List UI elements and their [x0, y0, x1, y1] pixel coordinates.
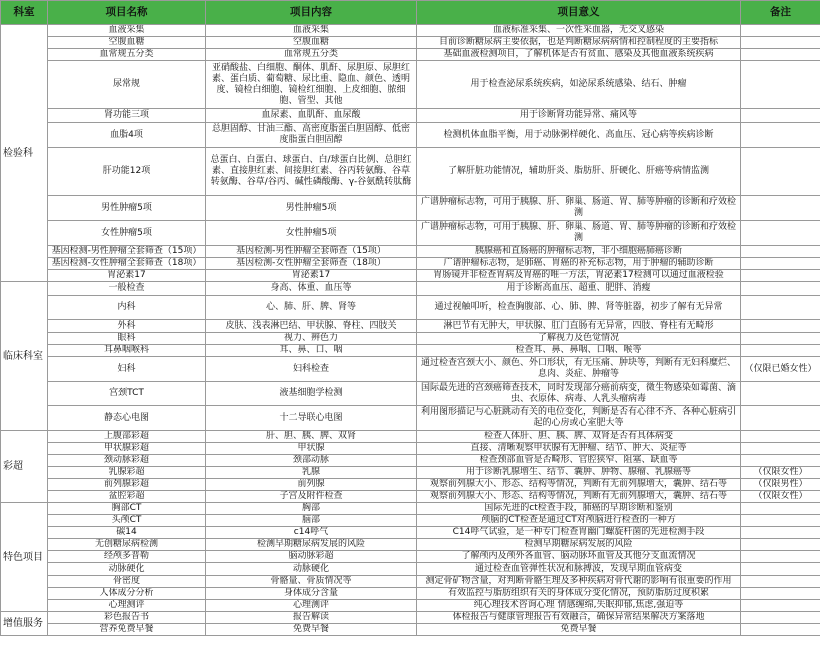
- name-cell: 人体成分分析: [48, 588, 206, 600]
- meaning-cell: 通过检查血管弹性状况和脉搏波，发现早期血管病变: [417, 563, 741, 576]
- meaning-cell: 有效监控与脂肪组织有关的身体成分变化情况，预防脂肪过度积累: [417, 588, 741, 600]
- table-row: [1, 37, 820, 49]
- note-cell: [741, 563, 820, 576]
- meaning-cell: 用于诊断高血压、超重、肥胖、消瘦: [417, 282, 741, 296]
- note-cell: [741, 123, 820, 148]
- table-row: [1, 612, 820, 624]
- meaning-cell: 胰腺癌和直肠癌的肿瘤标志物，非小细胞癌肺癌诊断: [417, 246, 741, 258]
- name-cell: 碳14: [48, 527, 206, 539]
- name-cell: 甲状腺彩超: [48, 443, 206, 455]
- table-row: [1, 196, 820, 221]
- note-cell: [741, 527, 820, 539]
- name-cell: 肝功能12项: [48, 148, 206, 196]
- content-cell: 免费早餐: [206, 624, 417, 636]
- name-cell: 骨密度: [48, 576, 206, 588]
- content-cell: 妇科检查: [206, 357, 417, 382]
- meaning-cell: 检测机体血脂平衡，用于动脉粥样硬化、高血压、冠心病等疾病诊断: [417, 123, 741, 148]
- note-cell: （仅限男性）: [741, 479, 820, 491]
- name-cell: 彩色报告书: [48, 612, 206, 624]
- meaning-cell: 基础血液检测项目，了解机体是否有贫血、感染及其他血液系统疾病: [417, 49, 741, 61]
- meaning-cell: 免费早餐: [417, 624, 741, 636]
- dept-cell: 检验科: [1, 25, 48, 282]
- name-cell: 心理测评: [48, 600, 206, 612]
- content-cell: 身高、体重、血压等: [206, 282, 417, 296]
- table-row: [1, 431, 820, 443]
- content-cell: 皮肤、浅表淋巴结、甲状腺、脊柱、四肢关: [206, 320, 417, 333]
- table-row: [1, 527, 820, 539]
- content-cell: 血液采集: [206, 25, 417, 37]
- note-cell: [741, 588, 820, 600]
- content-cell: 血常规五分类: [206, 49, 417, 61]
- note-cell: [741, 37, 820, 49]
- meaning-cell: 用于诊断肾功能异常、痛风等: [417, 109, 741, 123]
- table-row: [1, 551, 820, 563]
- table-row: [1, 61, 820, 109]
- name-cell: 宫颈TCT: [48, 382, 206, 406]
- note-cell: [741, 539, 820, 551]
- meaning-cell: 检查颈部血管是否畸形、官腔狭窄、阻塞、缺血等: [417, 455, 741, 467]
- table-row: [1, 270, 820, 282]
- name-cell: 耳鼻咽喉科: [48, 345, 206, 357]
- note-cell: [741, 551, 820, 563]
- meaning-cell: 直接、清晰观察甲状腺有无肿瘤、结节、肿大、炎症等: [417, 443, 741, 455]
- note-cell: [741, 221, 820, 246]
- name-cell: 血液采集: [48, 25, 206, 37]
- content-cell: 心、肺、肝、脾、肾等: [206, 296, 417, 320]
- table-row: [1, 479, 820, 491]
- name-cell: 男性肿瘤5项: [48, 196, 206, 221]
- content-cell: 血尿素、血肌酐、血尿酸: [206, 109, 417, 123]
- dept-cell: 彩超: [1, 431, 48, 503]
- name-cell: 胃泌素17: [48, 270, 206, 282]
- meaning-cell: 了解视力及色觉情况: [417, 333, 741, 345]
- name-cell: 前列腺彩超: [48, 479, 206, 491]
- header-content: 项目内容: [206, 1, 417, 25]
- meaning-cell: 用于诊断乳腺增生、结节、囊肿、肿物、腺瘤、乳腺癌等: [417, 467, 741, 479]
- name-cell: 无创糖尿病检测: [48, 539, 206, 551]
- content-cell: 报告解读: [206, 612, 417, 624]
- name-cell: 女性肿瘤5项: [48, 221, 206, 246]
- meaning-cell: 了解颅内及颅外各血管、脑动脉环血管及其他分支血流情况: [417, 551, 741, 563]
- content-cell: 颈部动脉: [206, 455, 417, 467]
- note-cell: [741, 148, 820, 196]
- table-row: [1, 467, 820, 479]
- note-cell: [741, 345, 820, 357]
- content-cell: 脑动脉彩超: [206, 551, 417, 563]
- meaning-cell: 国际先进的ct检查手段，肺癌的早期诊断和鉴别: [417, 503, 741, 515]
- note-cell: [741, 600, 820, 612]
- name-cell: 血脂4项: [48, 123, 206, 148]
- table-row: [1, 296, 820, 320]
- note-cell: [741, 49, 820, 61]
- meaning-cell: 观察前列腺大小、形态、结构等情况，判断有无前列腺增大，囊肿、结石等: [417, 491, 741, 503]
- meaning-cell: 纯心理技术咨询心理 情感缠绵,失眠抑郁,焦虑,强迫等: [417, 600, 741, 612]
- content-cell: 前列腺: [206, 479, 417, 491]
- table-row: [1, 515, 820, 527]
- table-row: [1, 221, 820, 246]
- name-cell: 营养免费早餐: [48, 624, 206, 636]
- meaning-cell: 通过视触叩听，检查胸腹部、心、肺、脾、肾等脏器，初步了解有无异常: [417, 296, 741, 320]
- name-cell: 外科: [48, 320, 206, 333]
- note-cell: [741, 109, 820, 123]
- note-cell: [741, 503, 820, 515]
- name-cell: 空腹血糖: [48, 37, 206, 49]
- header-dept: 科室: [1, 1, 48, 25]
- name-cell: 基因检测-女性肿瘤全套筛查（18项）: [48, 258, 206, 270]
- table-row: [1, 320, 820, 333]
- note-cell: [741, 196, 820, 221]
- note-cell: [741, 576, 820, 588]
- name-cell: 乳腺彩超: [48, 467, 206, 479]
- meaning-cell: 广谱肿瘤标志物，可用于胰腺、肝、卵巢、肠道、胃、肺等肿瘤的诊断和疗效检测: [417, 221, 741, 246]
- note-cell: [741, 382, 820, 406]
- content-cell: 视力、辨色力: [206, 333, 417, 345]
- table-row: [1, 148, 820, 196]
- meaning-cell: 胃肠镜并非检查胃病及胃癌的唯一方法，胃泌素17检测可以通过血液检验: [417, 270, 741, 282]
- table-row: [1, 246, 820, 258]
- note-cell: [741, 431, 820, 443]
- meaning-cell: 检查人体肝、胆、胰、脾、双肾是否有具体病变: [417, 431, 741, 443]
- name-cell: 肾功能三项: [48, 109, 206, 123]
- meaning-cell: 广谱肿瘤标志物，可用于胰腺、肝、卵巢、肠道、胃、肺等肿瘤的诊断和疗效检测: [417, 196, 741, 221]
- content-cell: 肝、胆、胰、脾、双肾: [206, 431, 417, 443]
- table-row: [1, 443, 820, 455]
- meaning-cell: 了解肝脏功能情况，辅助肝炎、脂肪肝、肝硬化、肝癌等病情监测: [417, 148, 741, 196]
- table-row: [1, 109, 820, 123]
- content-cell: 基因检测-女性肿瘤全套筛查（18项）: [206, 258, 417, 270]
- name-cell: 盆腔彩超: [48, 491, 206, 503]
- meaning-cell: 测定骨矿物含量，对判断骨骼生理及多种疾病对骨代谢的影响有很重要的作用: [417, 576, 741, 588]
- meaning-cell: 观察前列腺大小、形态、结构等情况，判断有无前列腺增大，囊肿、结石等: [417, 479, 741, 491]
- content-cell: 总胆固醇、甘油三酯、高密度脂蛋白胆固醇、低密度脂蛋白胆固醇: [206, 123, 417, 148]
- content-cell: 亚硝酸盐、白细胞、酮体、肌酐、尿胆原、尿胆红素、蛋白质、葡萄糖、尿比重、隐血、颜色、透明度、镜检白细胞、镜检红细胞、上皮细胞、脓细胞、管型、其他: [206, 61, 417, 109]
- table-row: [1, 539, 820, 551]
- note-cell: [741, 258, 820, 270]
- name-cell: 颈动脉彩超: [48, 455, 206, 467]
- name-cell: 尿常规: [48, 61, 206, 109]
- content-cell: 液基细胞学检测: [206, 382, 417, 406]
- note-cell: [741, 270, 820, 282]
- content-cell: 耳、鼻、口、咽: [206, 345, 417, 357]
- header-row: [1, 1, 820, 25]
- meaning-cell: 体检报告与健康管理报告有效融合，确保异常结果解决方案落地: [417, 612, 741, 624]
- note-cell: [741, 624, 820, 636]
- table-row: [1, 455, 820, 467]
- content-cell: 检测早期糖尿病发展的风险: [206, 539, 417, 551]
- content-cell: 子宫及附件检查: [206, 491, 417, 503]
- note-cell: [741, 443, 820, 455]
- table-row: [1, 123, 820, 148]
- name-cell: 眼科: [48, 333, 206, 345]
- content-cell: 男性肿瘤5项: [206, 196, 417, 221]
- table-row: [1, 491, 820, 503]
- note-cell: [741, 296, 820, 320]
- table-row: [1, 258, 820, 270]
- content-cell: 胃泌素17: [206, 270, 417, 282]
- note-cell: （仅限女性）: [741, 467, 820, 479]
- note-cell: （仅限女性）: [741, 491, 820, 503]
- table-row: [1, 357, 820, 382]
- meaning-cell: 检查耳、鼻、鼻咽、口咽、喉等: [417, 345, 741, 357]
- table-row: [1, 282, 820, 296]
- table-row: [1, 576, 820, 588]
- name-cell: 一般检查: [48, 282, 206, 296]
- content-cell: 女性肿瘤5项: [206, 221, 417, 246]
- content-cell: 十二导联心电图: [206, 406, 417, 431]
- table-row: [1, 345, 820, 357]
- name-cell: 静态心电图: [48, 406, 206, 431]
- content-cell: 总蛋白、白蛋白、球蛋白、白/球蛋白比例、总胆红素、直接胆红素、间接胆红素、谷丙转氨酶、谷草转氨酶、谷草/谷丙、碱性磷酸酶、γ-谷氨酰转肽酶: [206, 148, 417, 196]
- table-row: [1, 25, 820, 37]
- note-cell: [741, 25, 820, 37]
- meaning-cell: 广谱肿瘤标志物，是肺癌、胃癌的补充标志物，用于肿瘤的辅助诊断: [417, 258, 741, 270]
- content-cell: 心理测评: [206, 600, 417, 612]
- name-cell: 胸部CT: [48, 503, 206, 515]
- content-cell: 骨骼量、骨质情况等: [206, 576, 417, 588]
- meaning-cell: 用于检查泌尿系统疾病，如泌尿系统感染、结石、肿瘤: [417, 61, 741, 109]
- meaning-cell: 检测早期糖尿病发展的风险: [417, 539, 741, 551]
- content-cell: 身体成分含量: [206, 588, 417, 600]
- meaning-cell: C14呼气试验，是一种专门检查胃幽门螺旋杆菌的先进检测手段: [417, 527, 741, 539]
- content-cell: c14呼气: [206, 527, 417, 539]
- name-cell: 内科: [48, 296, 206, 320]
- table-row: [1, 503, 820, 515]
- note-cell: [741, 515, 820, 527]
- content-cell: 动脉硬化: [206, 563, 417, 576]
- dept-cell: 特色项目: [1, 503, 48, 612]
- content-cell: 空腹血糖: [206, 37, 417, 49]
- meaning-cell: 目前诊断糖尿病主要依据，也是判断糖尿病病情和控制程度的主要指标: [417, 37, 741, 49]
- note-cell: （仅限已婚女性）: [741, 357, 820, 382]
- header-meaning: 项目意义: [417, 1, 741, 25]
- content-cell: 胸部: [206, 503, 417, 515]
- note-cell: [741, 406, 820, 431]
- table-row: [1, 600, 820, 612]
- header-name: 项目名称: [48, 1, 206, 25]
- meaning-cell: 颅脑的CT检查是通过CT对颅脑进行检查的一种方: [417, 515, 741, 527]
- name-cell: 上腹部彩超: [48, 431, 206, 443]
- table-row: [1, 49, 820, 61]
- note-cell: [741, 320, 820, 333]
- dept-cell: 增值服务: [1, 612, 48, 636]
- note-cell: [741, 455, 820, 467]
- header-note: 备注: [741, 1, 820, 25]
- table-row: [1, 406, 820, 431]
- name-cell: 基因检测-男性肿瘤全套筛查（15项）: [48, 246, 206, 258]
- meaning-cell: 通过检查宫颈大小、颜色、外口形状，有无压痛、肿块等，判断有无妇科糜烂、息肉、炎症、肿瘤等: [417, 357, 741, 382]
- table-row: [1, 333, 820, 345]
- meaning-cell: 淋巴节有无肿大，甲状腺、肛门直肠有无异常，四肢、脊柱有无畸形: [417, 320, 741, 333]
- table-row: [1, 588, 820, 600]
- note-cell: [741, 612, 820, 624]
- table-body: [1, 25, 820, 636]
- content-cell: 脑部: [206, 515, 417, 527]
- content-cell: 甲状腺: [206, 443, 417, 455]
- note-cell: [741, 333, 820, 345]
- table-row: [1, 382, 820, 406]
- name-cell: 血常规五分类: [48, 49, 206, 61]
- name-cell: 动脉硬化: [48, 563, 206, 576]
- note-cell: [741, 282, 820, 296]
- meaning-cell: 国际最先进的宫颈癌筛查技术，同时发现部分癌前病变，微生物感染如霉菌、滴虫、衣原体、病毒、人乳头瘤病毒: [417, 382, 741, 406]
- note-cell: [741, 246, 820, 258]
- meaning-cell: 利用图形描记与心脏跳动有关的电位变化，判断是否有心律不齐、各种心脏病引起的心房或心室肥大等: [417, 406, 741, 431]
- table-row: [1, 563, 820, 576]
- name-cell: 头颅CT: [48, 515, 206, 527]
- note-cell: [741, 61, 820, 109]
- name-cell: 经颅多普勒: [48, 551, 206, 563]
- dept-cell: 临床科室: [1, 282, 48, 431]
- meaning-cell: 血液标准采集、一次性采血器，无交叉感染: [417, 25, 741, 37]
- content-cell: 基因检测-男性肿瘤全套筛查（15项）: [206, 246, 417, 258]
- table-row: [1, 624, 820, 636]
- name-cell: 妇科: [48, 357, 206, 382]
- content-cell: 乳腺: [206, 467, 417, 479]
